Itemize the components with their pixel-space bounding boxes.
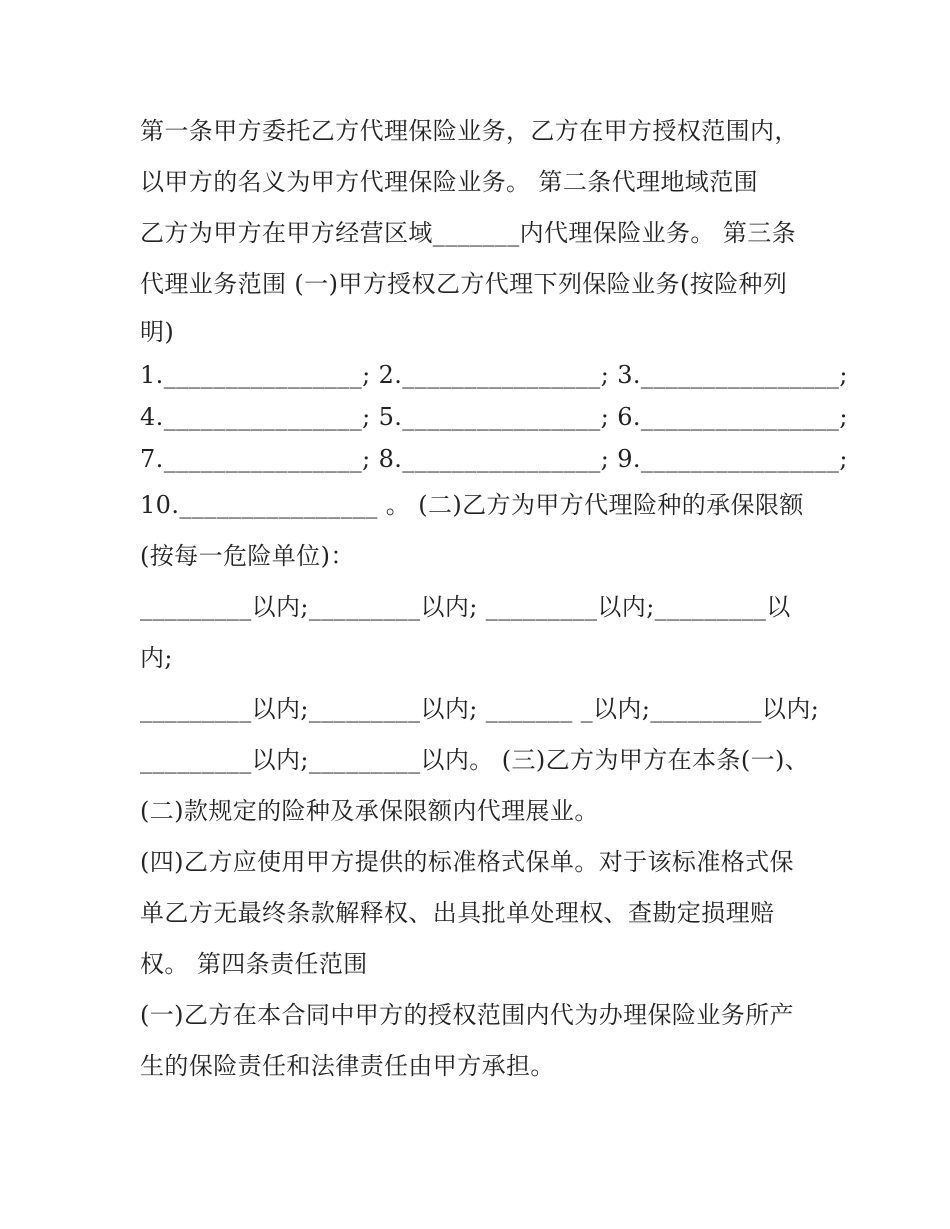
section-heading-line: 权。 第四条责任范围	[140, 950, 368, 978]
limit-blank-line: _________以内;_________以内; _________以内;_________以	[140, 593, 791, 621]
limit-blank-line: _________以内;_________以内; _______ _以内;_________以内;	[140, 695, 820, 723]
blank-list-line: 1.________________; 2.________________; 3.________________;	[140, 361, 848, 389]
paragraph-line: 乙方为甲方在甲方经营区域_______内代理保险业务。 第三条	[140, 219, 797, 247]
paragraph-line: 代理业务范围 (一)甲方授权乙方代理下列保险业务(按险种列	[140, 270, 788, 298]
paragraph-line: 第一条甲方委托乙方代理保险业务，乙方在甲方授权范围内，	[140, 117, 799, 145]
contract-text-body	[140, 106, 848, 1092]
paragraph-line: 生的保险责任和法律责任由甲方承担。	[140, 1052, 555, 1080]
blank-list-line: 7.________________; 8.________________; 9.________________;	[140, 445, 848, 473]
blank-list-line: 4.________________; 5.________________; 6.________________;	[140, 403, 848, 431]
paragraph-line: (一)乙方在本合同中甲方的授权范围内代为办理保险业务所产	[140, 1001, 794, 1029]
paragraph-line: 以甲方的名义为甲方代理保险业务。 第二条代理地域范围	[140, 168, 759, 196]
paragraph-line: (四)乙方应使用甲方提供的标准格式保单。对于该标准格式保	[140, 848, 794, 876]
paragraph-line: (按每一危险单位)：	[140, 542, 355, 570]
paragraph-line: 明)	[140, 318, 175, 346]
paragraph-line: 单乙方无最终条款解释权、出具批单处理权、查勘定损理赔	[140, 899, 775, 927]
limit-blank-line: _________以内;_________以内。 (三)乙方为甲方在本条(一)、	[140, 746, 810, 774]
paragraph-line: 10.________________ 。 (二)乙方为甲方代理险种的承保限额	[140, 491, 804, 519]
paragraph-line: 内;	[140, 644, 173, 672]
paragraph-line: (二)款规定的险种及承保限额内代理展业。	[140, 797, 599, 825]
